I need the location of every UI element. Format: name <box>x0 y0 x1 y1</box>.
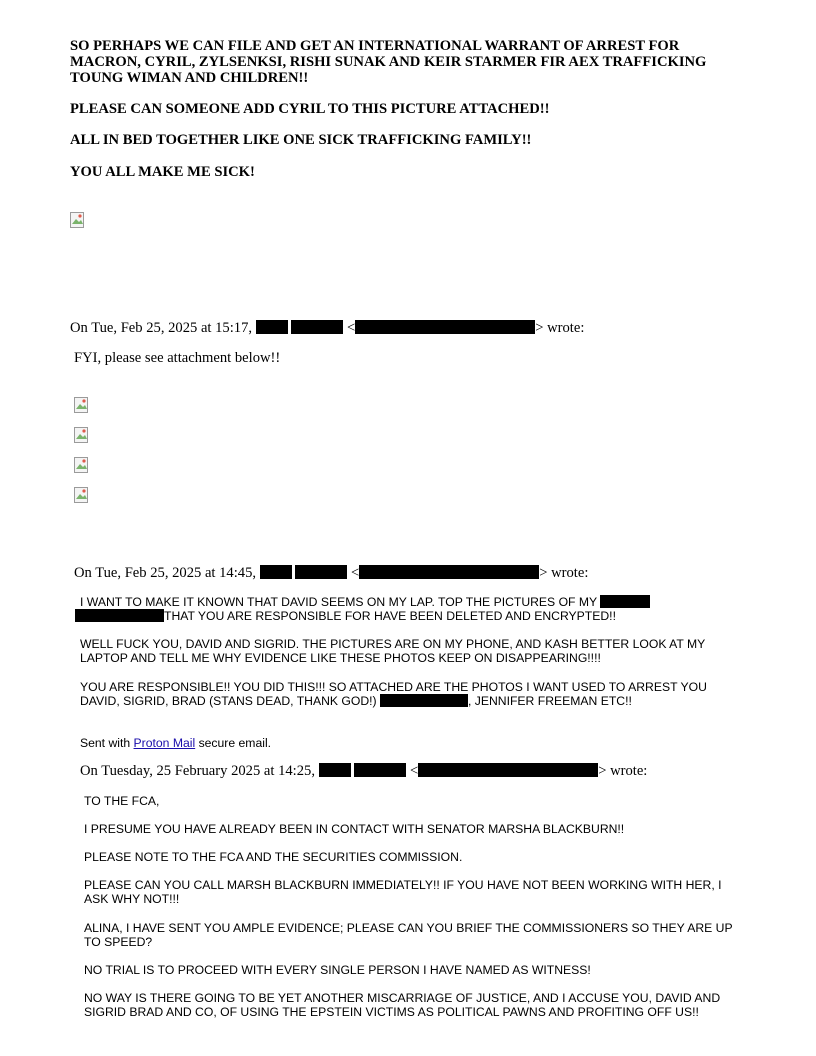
quote1-header <box>70 320 584 337</box>
redaction-bar <box>418 763 598 777</box>
heading-make-me-sick: YOU ALL MAKE ME SICK! <box>70 164 255 180</box>
redaction-bar <box>260 565 292 579</box>
heading-all-in-bed: ALL IN BED TOGETHER LIKE ONE SICK TRAFFICKING FAMILY!! <box>70 132 532 148</box>
quote2-para1-text-end: THAT YOU ARE RESPONSIBLE FOR HAVE BEEN DELETED AND ENCRYPTED!! <box>164 609 616 623</box>
quote2-para3-text-end: , JENNIFER FREEMAN ETC!! <box>468 694 632 708</box>
redaction-bar <box>355 320 535 334</box>
quote2-para1-line1 <box>80 595 650 609</box>
quote1-prefix: On Tue, Feb 25, 2025 at 15:17, <box>70 320 253 336</box>
broken-image-icon <box>74 427 90 443</box>
sent-with-label: Sent with <box>80 736 131 750</box>
redaction-bar <box>75 609 164 622</box>
quote2-header <box>74 565 588 582</box>
heading-warrant: SO PERHAPS WE CAN FILE AND GET AN INTERNATIONAL WARRANT OF ARREST FOR MACRON, CYRIL, ZYLSENKSI, RISHI SUNAK AND KEIR STARMER FIR AEX TRAFFICKING TOUNG WIMAN AND CHILDREN!! <box>70 38 707 86</box>
secure-email-label: secure email. <box>198 736 272 750</box>
quote3-suffix: > wrote: <box>598 763 648 779</box>
redaction-bar <box>600 595 650 608</box>
quote2-para2: WELL FUCK YOU, DAVID AND SIGRID. THE PICTURES ARE ON MY PHONE, AND KASH BETTER LOOK AT MY LAPTOP AND TELL ME WHY EVIDENCE LIKE THESE PHOTOS KEEP ON DISAPPEARING!!!! <box>80 637 706 665</box>
redaction-bar <box>256 320 288 334</box>
proton-mail-link[interactable]: Proton Mail <box>133 736 196 750</box>
heading-add-cyril: PLEASE CAN SOMEONE ADD CYRIL TO THIS PICTURE ATTACHED!! <box>70 101 550 117</box>
broken-image-icon <box>74 457 90 473</box>
quote1-lt: < <box>347 320 356 336</box>
redaction-bar <box>359 565 539 579</box>
quote2-lt: < <box>351 565 360 581</box>
quote3-para1: TO THE FCA, <box>84 794 160 808</box>
broken-image-icon <box>74 397 90 413</box>
quote2-para3-text: YOU ARE RESPONSIBLE!! YOU DID THIS!!! SO ATTACHED ARE THE PHOTOS I WANT USED TO ARREST YOU DAVID, SIGRID, BRAD (STANS DEAD, THANK GOD!) <box>80 680 707 708</box>
broken-image-icon <box>70 212 86 228</box>
quote3-para4: PLEASE CAN YOU CALL MARSH BLACKBURN IMMEDIATELY!! IF YOU HAVE NOT BEEN WORKING WITH HER, I ASK WHY NOT!!! <box>84 878 722 906</box>
sent-with-proton <box>80 736 271 750</box>
quote3-para5: ALINA, I HAVE SENT YOU AMPLE EVIDENCE; PLEASE CAN YOU BRIEF THE COMMISSIONERS SO THEY ARE UP TO SPEED? <box>84 921 733 949</box>
redaction-bar <box>319 763 351 777</box>
quote1-body: FYI, please see attachment below!! <box>74 350 281 366</box>
quote3-lt: < <box>409 763 419 779</box>
quote3-para6: NO TRIAL IS TO PROCEED WITH EVERY SINGLE PERSON I HAVE NAMED AS WITNESS! <box>84 963 591 977</box>
quote3-prefix: On Tuesday, 25 February 2025 at 14:25, <box>80 763 315 779</box>
quote3-para2: I PRESUME YOU HAVE ALREADY BEEN IN CONTACT WITH SENATOR MARSHA BLACKBURN!! <box>84 822 625 836</box>
quote2-prefix: On Tue, Feb 25, 2025 at 14:45, <box>74 565 257 581</box>
redaction-bar <box>354 763 406 777</box>
quote2-para1-line2 <box>75 609 616 623</box>
quote2-para1-text: I WANT TO MAKE IT KNOWN THAT DAVID SEEMS ON MY LAP. TOP THE PICTURES OF MY <box>80 595 597 609</box>
quote2-suffix: > wrote: <box>539 565 589 581</box>
quote3-para3: PLEASE NOTE TO THE FCA AND THE SECURITIES COMMISSION. <box>84 850 463 864</box>
quote3-para7: NO WAY IS THERE GOING TO BE YET ANOTHER MISCARRIAGE OF JUSTICE, AND I ACCUSE YOU, DAVID AND SIGRID BRAD AND CO, OF USING THE EPSTEIN VICTIMS AS POLITICAL PAWNS AND PROFITING OFF US!! <box>84 991 721 1019</box>
quote3-header <box>80 763 647 780</box>
quote1-suffix: > wrote: <box>535 320 585 336</box>
redaction-bar <box>291 320 343 334</box>
redaction-bar <box>295 565 347 579</box>
broken-image-icon <box>74 487 90 503</box>
redaction-bar <box>380 694 468 707</box>
quote2-para3 <box>80 680 740 708</box>
